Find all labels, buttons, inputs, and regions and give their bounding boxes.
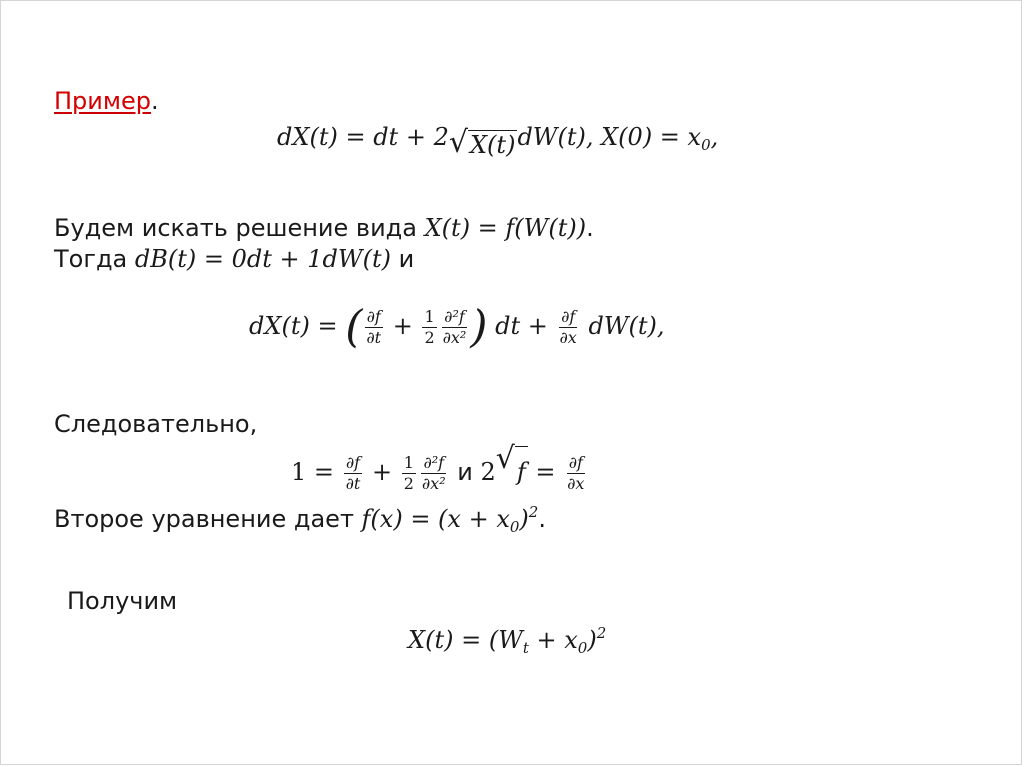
sqrt-body: f bbox=[515, 446, 528, 497]
frac-df-dx bbox=[565, 453, 586, 494]
frac-num: ∂²f bbox=[444, 307, 465, 326]
eq1-rhs: dW(t), X(0) = x bbox=[517, 123, 702, 151]
frac-den: ∂t bbox=[366, 328, 382, 347]
equation-ito bbox=[249, 301, 665, 351]
frac-df-dx bbox=[558, 307, 579, 348]
line-solution-form bbox=[54, 214, 594, 242]
frac-half bbox=[422, 307, 436, 348]
eq1-lhs: dX(t) = dt + 2 bbox=[277, 123, 449, 151]
then-math: dB(t) = 0dt + 1dW(t) bbox=[134, 245, 391, 273]
frac-num: ∂f bbox=[345, 453, 361, 472]
sqrt-x bbox=[449, 127, 518, 159]
line-obtain: Получим bbox=[67, 587, 178, 615]
radical-sign: √ bbox=[495, 441, 515, 476]
right-paren: ) bbox=[470, 301, 488, 353]
frac-num: 1 bbox=[403, 453, 414, 472]
example-label: Пример bbox=[54, 87, 151, 115]
eq4-close: ) bbox=[587, 626, 597, 654]
example-dot: . bbox=[150, 87, 159, 115]
frac-num: ∂f bbox=[568, 453, 583, 472]
frac-num: ∂f bbox=[366, 307, 381, 326]
equation-system bbox=[291, 443, 588, 497]
radical-sign: √ bbox=[448, 125, 468, 160]
eq4-a: X(t) = (W bbox=[408, 626, 523, 654]
line-second-equation bbox=[54, 498, 546, 541]
equation-result bbox=[408, 619, 606, 662]
solution-text: Будем искать решение вида bbox=[54, 214, 425, 242]
frac-den: 2 bbox=[403, 474, 414, 493]
frac-num: ∂f bbox=[561, 307, 576, 326]
frac-df-dt bbox=[364, 307, 383, 348]
eq2-end: dW(t), bbox=[580, 312, 665, 340]
eq3-eq: = bbox=[527, 458, 564, 486]
frac-den: ∂x² bbox=[442, 328, 467, 347]
second-sup: 2 bbox=[528, 503, 539, 521]
then-tail: и bbox=[390, 245, 415, 273]
left-paren: ( bbox=[345, 301, 363, 353]
solution-math: X(t) = f(W(t)) bbox=[424, 214, 587, 242]
line-then bbox=[54, 245, 414, 273]
eq3-one: 1 = bbox=[291, 458, 342, 486]
frac-df-dt bbox=[344, 453, 363, 494]
second-close: ) bbox=[519, 505, 529, 533]
equation-sde bbox=[277, 123, 718, 159]
frac-num: ∂²f bbox=[423, 453, 445, 472]
eq4-sub-0: 0 bbox=[577, 639, 588, 657]
second-text: Второе уравнение дает bbox=[54, 505, 362, 533]
sqrt-f bbox=[496, 443, 528, 497]
frac-d2f-dx2 bbox=[420, 453, 448, 494]
eq1-sub: 0 bbox=[701, 136, 711, 154]
second-end: . bbox=[538, 505, 546, 533]
frac-den: ∂t bbox=[345, 474, 361, 493]
frac-den: ∂x bbox=[567, 474, 585, 493]
frac-den: 2 bbox=[424, 328, 435, 347]
eq3-two: 2 bbox=[480, 458, 496, 486]
frac-d2f-dx2 bbox=[441, 307, 469, 348]
eq2-lhs: dX(t) = bbox=[249, 312, 346, 340]
eq3-plus: + bbox=[364, 458, 400, 486]
eq4-b: + x bbox=[528, 626, 578, 654]
second-math-main: f(x) = (x + x bbox=[361, 505, 510, 533]
line-consequently: Следовательно, bbox=[54, 410, 258, 438]
example-heading bbox=[54, 87, 159, 115]
solution-end: . bbox=[586, 214, 594, 242]
eq3-and: и bbox=[449, 458, 481, 486]
frac-den: ∂x² bbox=[421, 474, 446, 493]
sqrt-body: X(t) bbox=[469, 131, 516, 159]
eq4-sup: 2 bbox=[596, 624, 607, 642]
eq2-mid: dt + bbox=[487, 312, 556, 340]
frac-den: ∂x bbox=[559, 328, 577, 347]
frac-num: 1 bbox=[424, 307, 435, 326]
second-math bbox=[361, 503, 539, 536]
then-text: Тогда bbox=[54, 245, 135, 273]
eq1-end: , bbox=[710, 123, 719, 151]
second-sub: 0 bbox=[509, 518, 520, 536]
eq2-plus: + bbox=[385, 312, 421, 340]
frac-half bbox=[402, 453, 416, 494]
eq4-sub-t: t bbox=[522, 639, 529, 657]
